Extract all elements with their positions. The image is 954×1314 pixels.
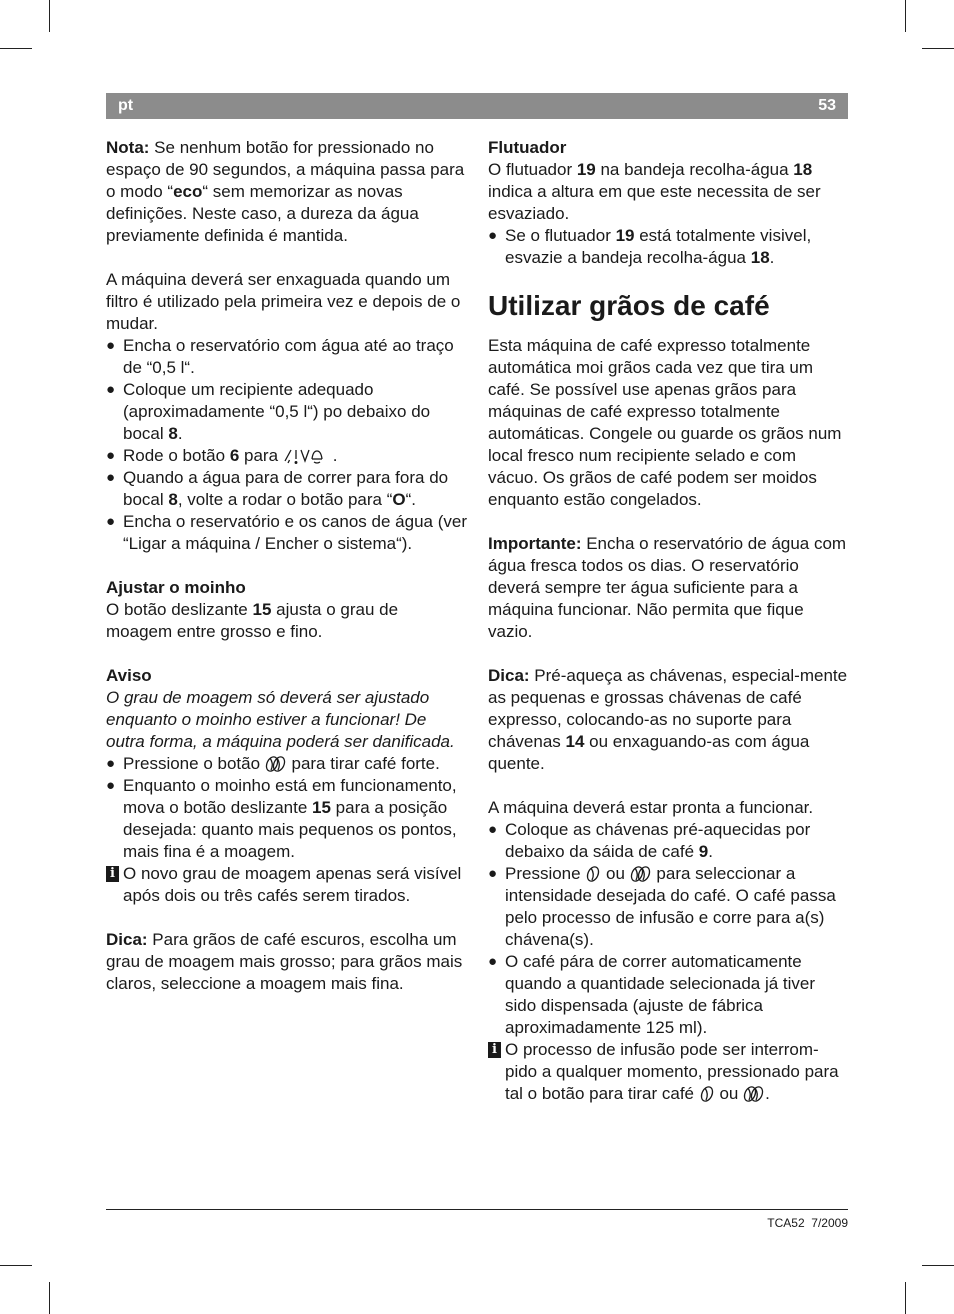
warning-text: O grau de moagem só deverá ser ajustado enquanto o moinho estiver a funcionar! De outra forma, a máquina poderá ser danificada. <box>106 688 455 751</box>
crop-mark <box>49 0 50 32</box>
note-paragraph: Nota: Se nenhum botão for pressionado no espaço de 90 segundos, a máquina passa para o modo “eco“ sem memorizar as novas definições. Neste caso, a dureza da água previamente definida é mantida. <box>106 138 465 245</box>
important-paragraph: Importante: Encha o reservatório de água com água fresca todos os dias. O reservatório deverá sempre ter água suficiente para a máquina funcionar. Não permita que fique vazio. <box>488 534 847 641</box>
language-code: pt <box>118 97 134 114</box>
section-heading: Utilizar grãos de café <box>488 290 770 321</box>
ready-line: A máquina deverá estar pronta a funcionar. <box>488 798 814 817</box>
list-item: ● Rode o botão 6 para . <box>106 445 468 467</box>
footer <box>767 1216 848 1230</box>
beans-intro: Esta máquina de café expresso totalmente automática moi grãos cada vez que tira um café. Se possível use apenas grãos para máquinas de café expresso totalmente automáticas. Congele ou guarde os grãos num local fresco num recipiente selado e com vácuo. Os grãos de café podem ser moidos enquanto estão congelados. <box>488 336 842 509</box>
crop-mark <box>0 48 32 49</box>
crop-mark <box>905 0 906 32</box>
info-icon: i <box>106 866 119 882</box>
rinse-intro: A máquina deverá ser enxaguada quando um filtro é utilizado pela primeira vez e depois de o mudar. <box>106 270 461 333</box>
mild-coffee-icon <box>585 865 601 883</box>
page-header-bar <box>106 93 848 119</box>
warning-subheading: Aviso <box>106 666 152 685</box>
crop-mark <box>49 1282 50 1314</box>
list-item: ● Enquanto o moinho está em funcionamento, mova o botão deslizante 15 para a posição desejada: quanto mais pequenos os pontos, mais fina é a moagem. <box>106 775 468 863</box>
list-item: ● Encha o reservatório e os canos de água (ver “Ligar a máquina / Encher o sistema“). <box>106 511 468 555</box>
info-note: i O novo grau de moagem apenas será visível após dois ou três cafés serem tirados. <box>106 863 468 907</box>
footer-rule <box>106 1209 848 1210</box>
edition-date: 7/2009 <box>811 1216 848 1230</box>
list-item: ● O café pára de correr automaticamente quando a quantidade selecionada já tiver sido dispensada (ajuste de fábrica aproximadamente 125 ml). <box>488 951 850 1039</box>
crop-mark <box>905 1282 906 1314</box>
right-column <box>488 137 850 1105</box>
list-item: ● Pressione ou para seleccionar a intensidade desejada do café. O café passa pelo processo de infusão e corre para a(s) chávena(s). <box>488 863 850 951</box>
list-item: ● Coloque as chávenas pré-aquecidas por debaixo da sáida de café 9. <box>488 819 850 863</box>
list-item: ● Pressione o botão para tirar café forte. <box>106 753 468 775</box>
tip-paragraph: Dica: Para grãos de café escuros, escolha um grau de moagem mais grosso; para grãos mais claros, seleccione a moagem mais fina. <box>106 930 463 993</box>
strong-coffee-icon <box>265 755 287 773</box>
left-column <box>106 137 468 995</box>
crop-mark <box>922 1265 954 1266</box>
float-subheading: Flutuador <box>488 138 567 157</box>
list-item: ● Coloque um recipiente adequado (aproximadamente “0,5 l“) po debaixo do bocal 8. <box>106 379 468 445</box>
info-note: i O processo de infusão pode ser interrom-pido a qualquer momento, pressionado para tal o botão para tirar café ou . <box>488 1039 850 1105</box>
steam-water-symbol-icon <box>283 447 333 465</box>
grinder-subheading: Ajustar o moinho <box>106 578 246 597</box>
list-item: ● Se o flutuador 19 está totalmente visivel, esvazie a bandeja recolha-água 18. <box>488 225 850 269</box>
strong-coffee-icon <box>630 865 652 883</box>
info-icon: i <box>488 1042 501 1058</box>
tip-paragraph: Dica: Pré-aqueça as chávenas, especial-mente as pequenas e grossas chávenas de café expresso, colocando-as no suporte para chávenas 14 ou enxaguando-as com água quente. <box>488 666 848 773</box>
crop-mark <box>922 48 954 49</box>
list-item: ● Encha o reservatório com água até ao traço de “0,5 l“. <box>106 335 468 379</box>
page-number: 53 <box>818 97 836 114</box>
model-number: TCA52 <box>767 1216 805 1230</box>
grinder-paragraph: O botão deslizante 15 ajusta o grau de moagem entre grosso e fino. <box>106 600 399 641</box>
strong-coffee-icon <box>743 1085 765 1103</box>
list-item: ● Quando a água para de correr para fora do bocal 8, volte a rodar o botão para “O“. <box>106 467 468 511</box>
mild-coffee-icon <box>699 1085 715 1103</box>
crop-mark <box>0 1265 32 1266</box>
float-paragraph: O flutuador 19 na bandeja recolha-água 18 indica a altura em que este necessita de ser esvaziado. <box>488 160 821 223</box>
